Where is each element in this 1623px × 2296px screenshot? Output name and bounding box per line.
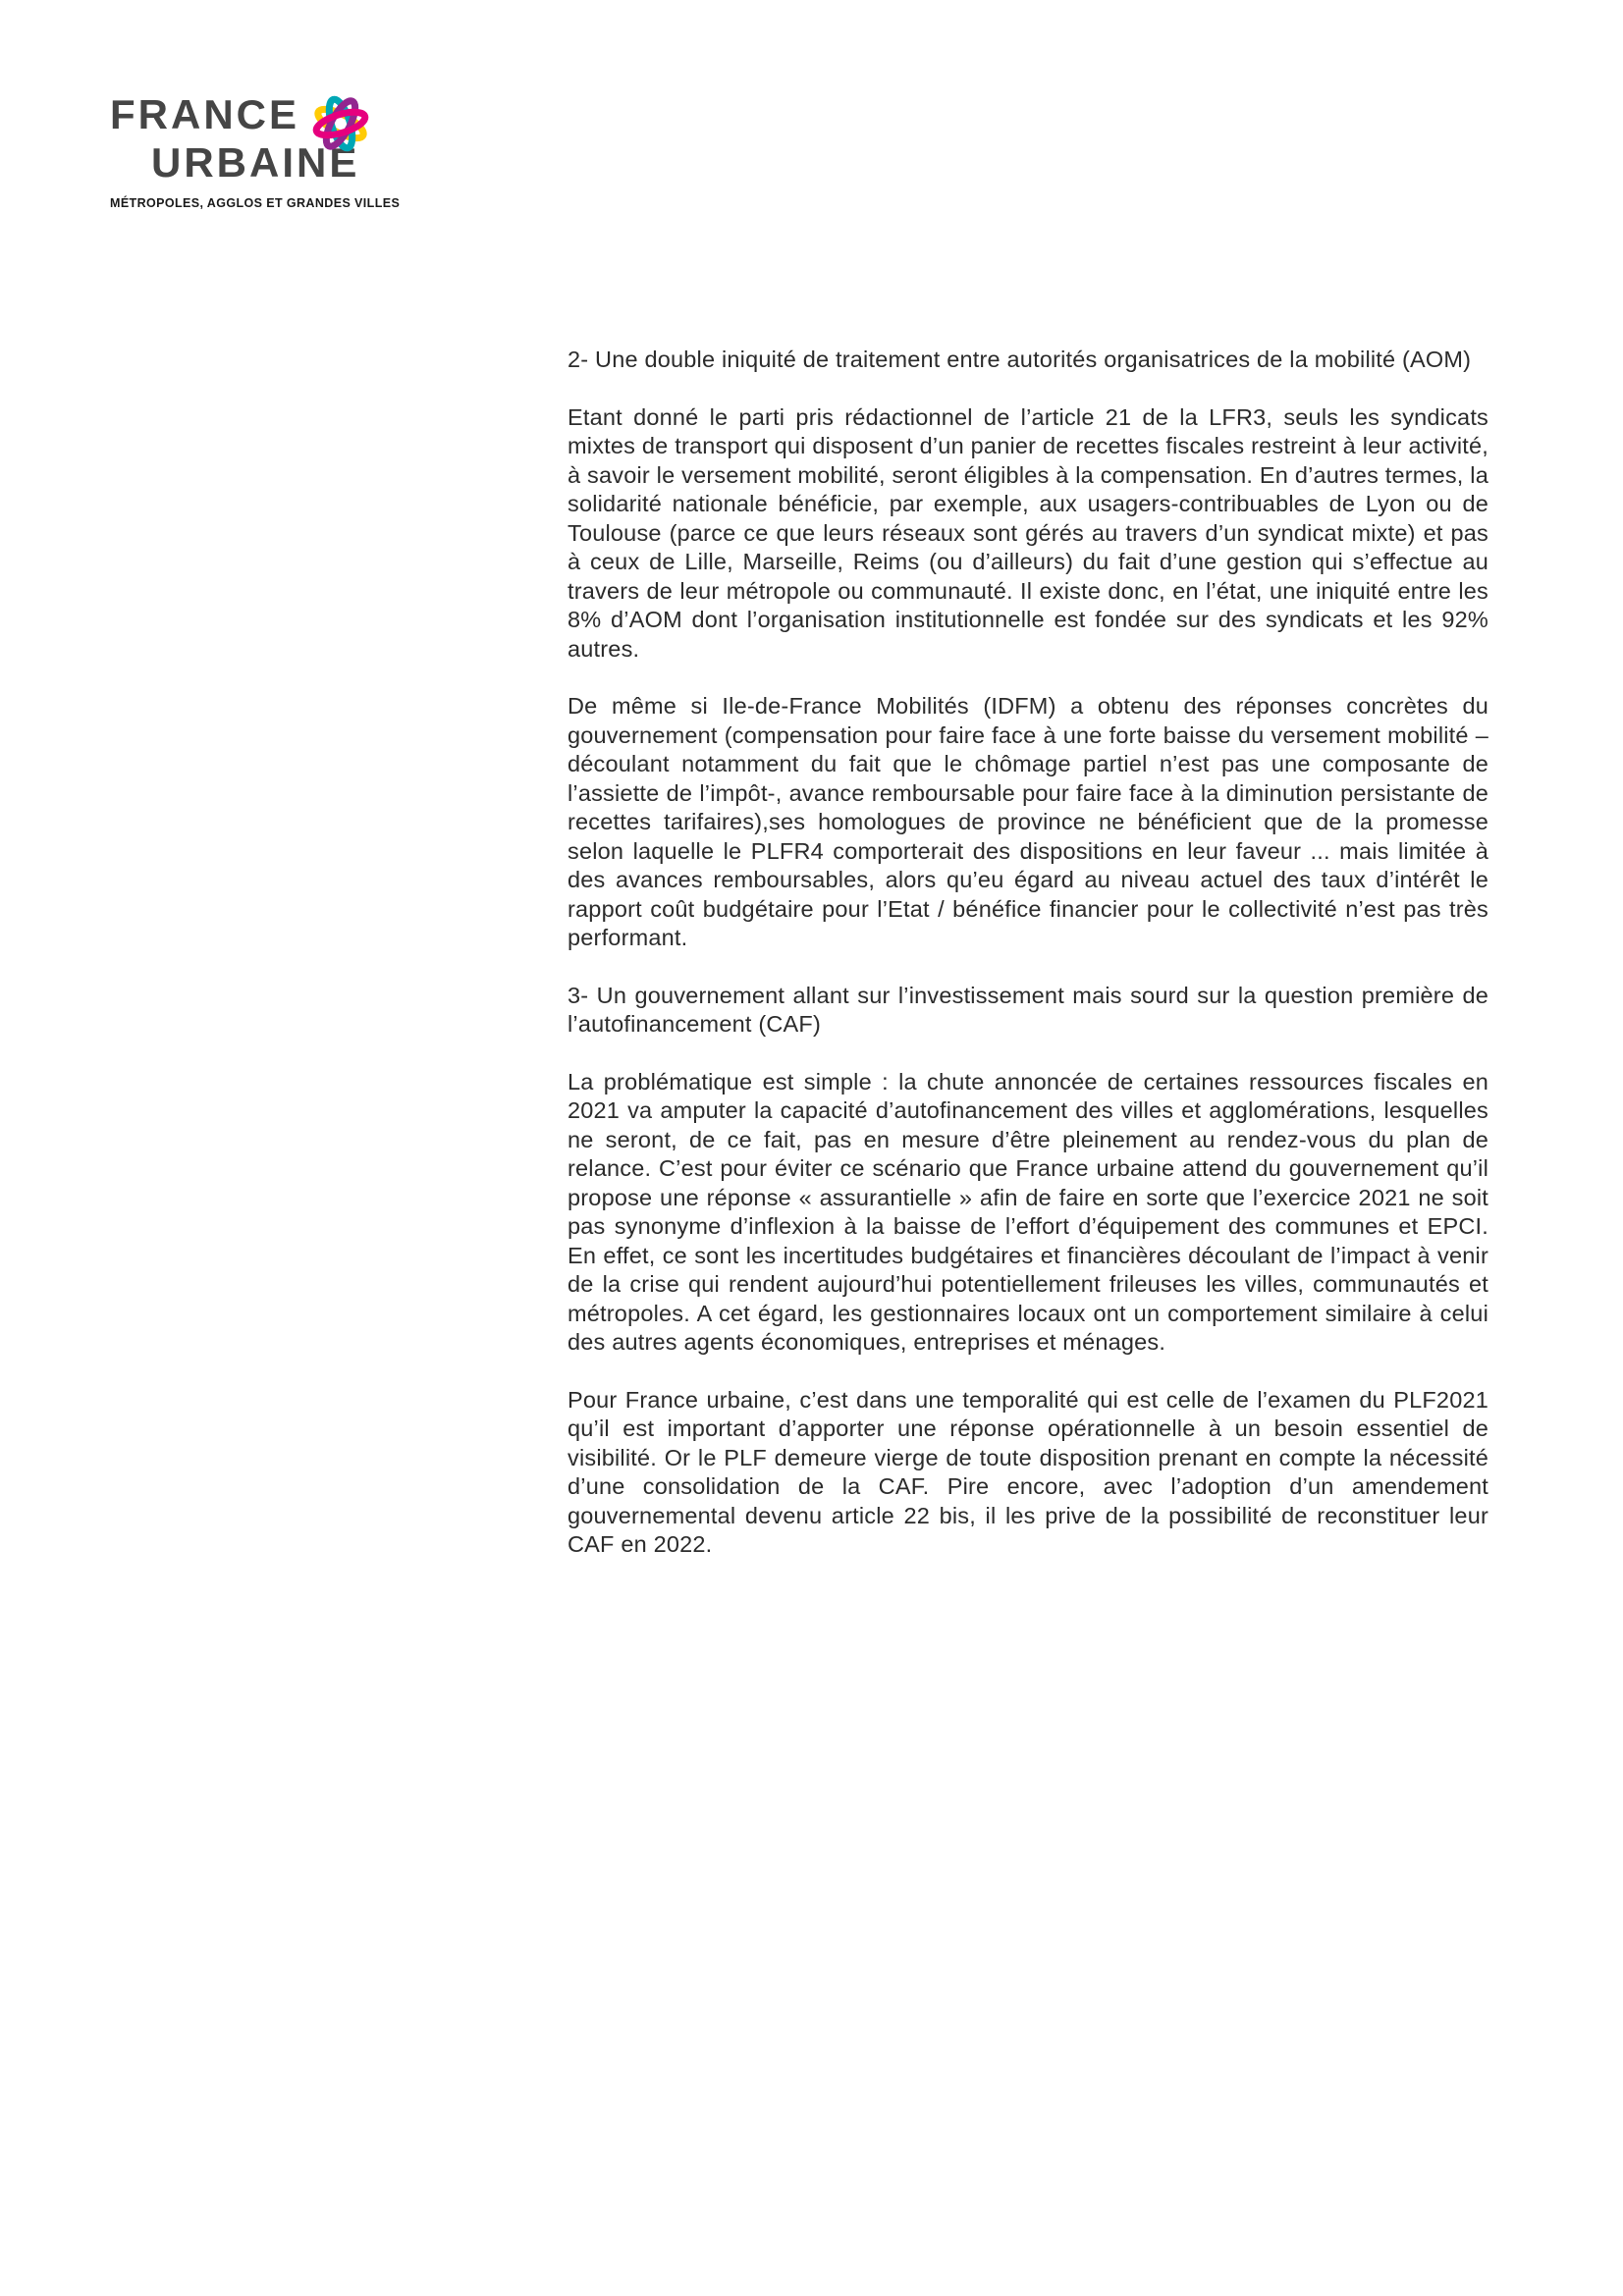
knot-ribbon-icon	[302, 82, 379, 165]
section-2-paragraph-1: Etant donné le parti pris rédactionnel de l’article 21 de la LFR3, seuls les syndicats mixtes de transport qui disposent d’un panier de recettes fiscales restreint à leur activité, à savoir le versement mobilité, seront éligibles à la compensation. En d’autres termes, la solidarité nationale bénéficie, par exemple, aux usagers-contribuables de Lyon ou de Toulouse (parce ce que leurs réseaux sont gérés au travers d’un syndicat mixte) et pas à ceux de Lille, Marseille, Reims (ou d’ailleurs) du fait d’une gestion qui s’effectue au travers de leur métropole ou communauté. Il existe donc, en l’état, une iniquité entre les 8% d’AOM dont l’organisation institutionnelle est fondée sur des syndicats et les 92% autres.	[568, 403, 1488, 662]
logo-tagline: MÉTROPOLES, AGGLOS ET GRANDES VILLES	[110, 196, 401, 210]
section-3-paragraph-2: Pour France urbaine, c’est dans une temporalité qui est celle de l’examen du PLF2021 qu’il est important d’apporter une réponse opérationnelle à un besoin essentiel de visibilité. Or le PLF demeure vierge de toute disposition prenant en compte la nécessité d’une consolidation de la CAF. Pire encore, avec l’adoption d’un amendement gouvernemental devenu article 22 bis, il les prive de la possibilité de reconstituer leur CAF en 2022.	[568, 1386, 1488, 1557]
section-3-heading: 3- Un gouvernement allant sur l’investissement mais sourd sur la question première de l’autofinancement (CAF)	[568, 982, 1488, 1037]
letter-body	[568, 346, 1488, 1560]
section-2-heading: 2- Une double iniquité de traitement entre autorités organisatrices de la mobilité (AOM)	[568, 347, 1472, 372]
logo-text-france: FRANCE	[110, 91, 299, 137]
section-2-paragraph-2: De même si Ile-de-France Mobilités (IDFM) a obtenu des réponses concrètes du gouvernement (compensation pour faire face à une forte baisse du versement mobilité –découlant notamment du fait que le chômage partiel n’est pas une composante de l’assiette de l’impôt-, avance remboursable pour faire face à la diminution persistante de recettes tarifaires),ses homologues de province ne bénéficient que de la promesse selon laquelle le PLFR4 comporterait des dispositions en leur faveur ... mais limitée à des avances remboursables, alors qu’eu égard au niveau actuel des taux d’intérêt le rapport coût budgétaire pour l’Etat / bénéfice financier pour le collectivité n’est pas très performant.	[568, 693, 1488, 950]
section-3-paragraph-1: La problématique est simple : la chute annoncée de certaines ressources fiscales en 2021 va amputer la capacité d’autofinancement des villes et agglomérations, lesquelles ne seront, de ce fait, pas en mesure d’être pleinement au rendez-vous du plan de relance. C’est pour éviter ce scénario que France urbaine attend du gouvernement qu’il propose une réponse « assurantielle » afin de faire en sorte que l’exercice 2021 ne soit pas synonyme d’inflexion à la baisse de l’effort d’équipement des communes et EPCI. En effet, ce sont les incertitudes budgétaires et financières découlant de l’impact à venir de la crise qui rendent aujourd’hui potentiellement frileuses les villes, communautés et métropoles. A cet égard, les gestionnaires locaux ont un comportement similaire à celui des autres agents économiques, entreprises et ménages.	[568, 1068, 1488, 1355]
logo-top-row	[110, 90, 405, 139]
france-urbaine-logo	[110, 90, 405, 210]
logo-text-urbaine: URBAINE	[151, 139, 360, 186]
